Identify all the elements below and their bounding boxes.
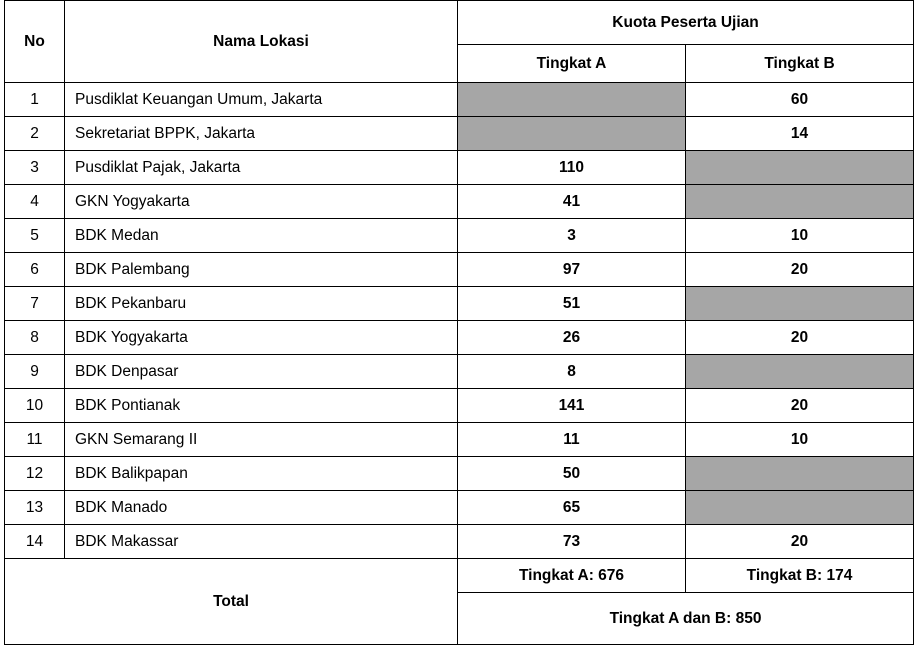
row-location: Pusdiklat Keuangan Umum, Jakarta <box>65 83 458 117</box>
row-no: 11 <box>5 423 65 457</box>
header-location: Nama Lokasi <box>65 1 458 83</box>
table-row <box>5 321 914 355</box>
table-row <box>5 389 914 423</box>
quota-table-container <box>4 0 913 645</box>
row-location: GKN Semarang II <box>65 423 458 457</box>
row-level-b: 20 <box>686 525 914 559</box>
header-row-top <box>5 1 914 45</box>
row-no: 6 <box>5 253 65 287</box>
header-level-b: Tingkat B <box>686 45 914 83</box>
row-level-a: 11 <box>458 423 686 457</box>
row-level-b: 60 <box>686 83 914 117</box>
header-no: No <box>5 1 65 83</box>
row-level-a: 41 <box>458 185 686 219</box>
row-no: 14 <box>5 525 65 559</box>
row-level-a: 110 <box>458 151 686 185</box>
row-location: BDK Medan <box>65 219 458 253</box>
total-label: Total <box>5 559 458 645</box>
row-level-a-empty <box>458 83 686 117</box>
row-level-a: 50 <box>458 457 686 491</box>
table-row <box>5 117 914 151</box>
row-level-b-empty <box>686 355 914 389</box>
row-location: BDK Makassar <box>65 525 458 559</box>
row-level-a-empty <box>458 117 686 151</box>
table-row <box>5 355 914 389</box>
row-no: 1 <box>5 83 65 117</box>
table-row <box>5 423 914 457</box>
row-location: BDK Pontianak <box>65 389 458 423</box>
row-location: BDK Pekanbaru <box>65 287 458 321</box>
row-location: BDK Yogyakarta <box>65 321 458 355</box>
row-no: 5 <box>5 219 65 253</box>
row-location: BDK Manado <box>65 491 458 525</box>
quota-table <box>4 0 914 645</box>
row-level-a: 51 <box>458 287 686 321</box>
table-row <box>5 287 914 321</box>
row-level-b: 20 <box>686 321 914 355</box>
table-row <box>5 525 914 559</box>
row-location: Sekretariat BPPK, Jakarta <box>65 117 458 151</box>
row-level-b-empty <box>686 457 914 491</box>
row-level-b-empty <box>686 151 914 185</box>
row-no: 10 <box>5 389 65 423</box>
header-level-a: Tingkat A <box>458 45 686 83</box>
row-level-a: 73 <box>458 525 686 559</box>
row-level-b-empty <box>686 185 914 219</box>
total-level-a: Tingkat A: 676 <box>458 559 686 593</box>
table-row <box>5 83 914 117</box>
row-no: 12 <box>5 457 65 491</box>
row-location: BDK Balikpapan <box>65 457 458 491</box>
row-level-b: 10 <box>686 219 914 253</box>
row-level-a: 8 <box>458 355 686 389</box>
table-row <box>5 491 914 525</box>
total-level-b: Tingkat B: 174 <box>686 559 914 593</box>
row-location: Pusdiklat Pajak, Jakarta <box>65 151 458 185</box>
row-location: BDK Palembang <box>65 253 458 287</box>
row-no: 13 <box>5 491 65 525</box>
table-row <box>5 457 914 491</box>
row-level-a: 65 <box>458 491 686 525</box>
row-level-a: 97 <box>458 253 686 287</box>
row-no: 2 <box>5 117 65 151</box>
table-row <box>5 219 914 253</box>
row-level-a: 3 <box>458 219 686 253</box>
row-no: 7 <box>5 287 65 321</box>
row-no: 4 <box>5 185 65 219</box>
table-row <box>5 185 914 219</box>
header-quota: Kuota Peserta Ujian <box>458 1 914 45</box>
row-no: 3 <box>5 151 65 185</box>
row-location: GKN Yogyakarta <box>65 185 458 219</box>
row-level-b: 20 <box>686 253 914 287</box>
table-body <box>5 83 914 559</box>
row-no: 8 <box>5 321 65 355</box>
row-level-b: 20 <box>686 389 914 423</box>
row-level-b: 14 <box>686 117 914 151</box>
row-no: 9 <box>5 355 65 389</box>
row-level-a: 26 <box>458 321 686 355</box>
table-row <box>5 253 914 287</box>
row-level-a: 141 <box>458 389 686 423</box>
total-row <box>5 559 914 593</box>
row-level-b: 10 <box>686 423 914 457</box>
row-location: BDK Denpasar <box>65 355 458 389</box>
table-row <box>5 151 914 185</box>
total-combined: Tingkat A dan B: 850 <box>458 593 914 645</box>
row-level-b-empty <box>686 287 914 321</box>
row-level-b-empty <box>686 491 914 525</box>
